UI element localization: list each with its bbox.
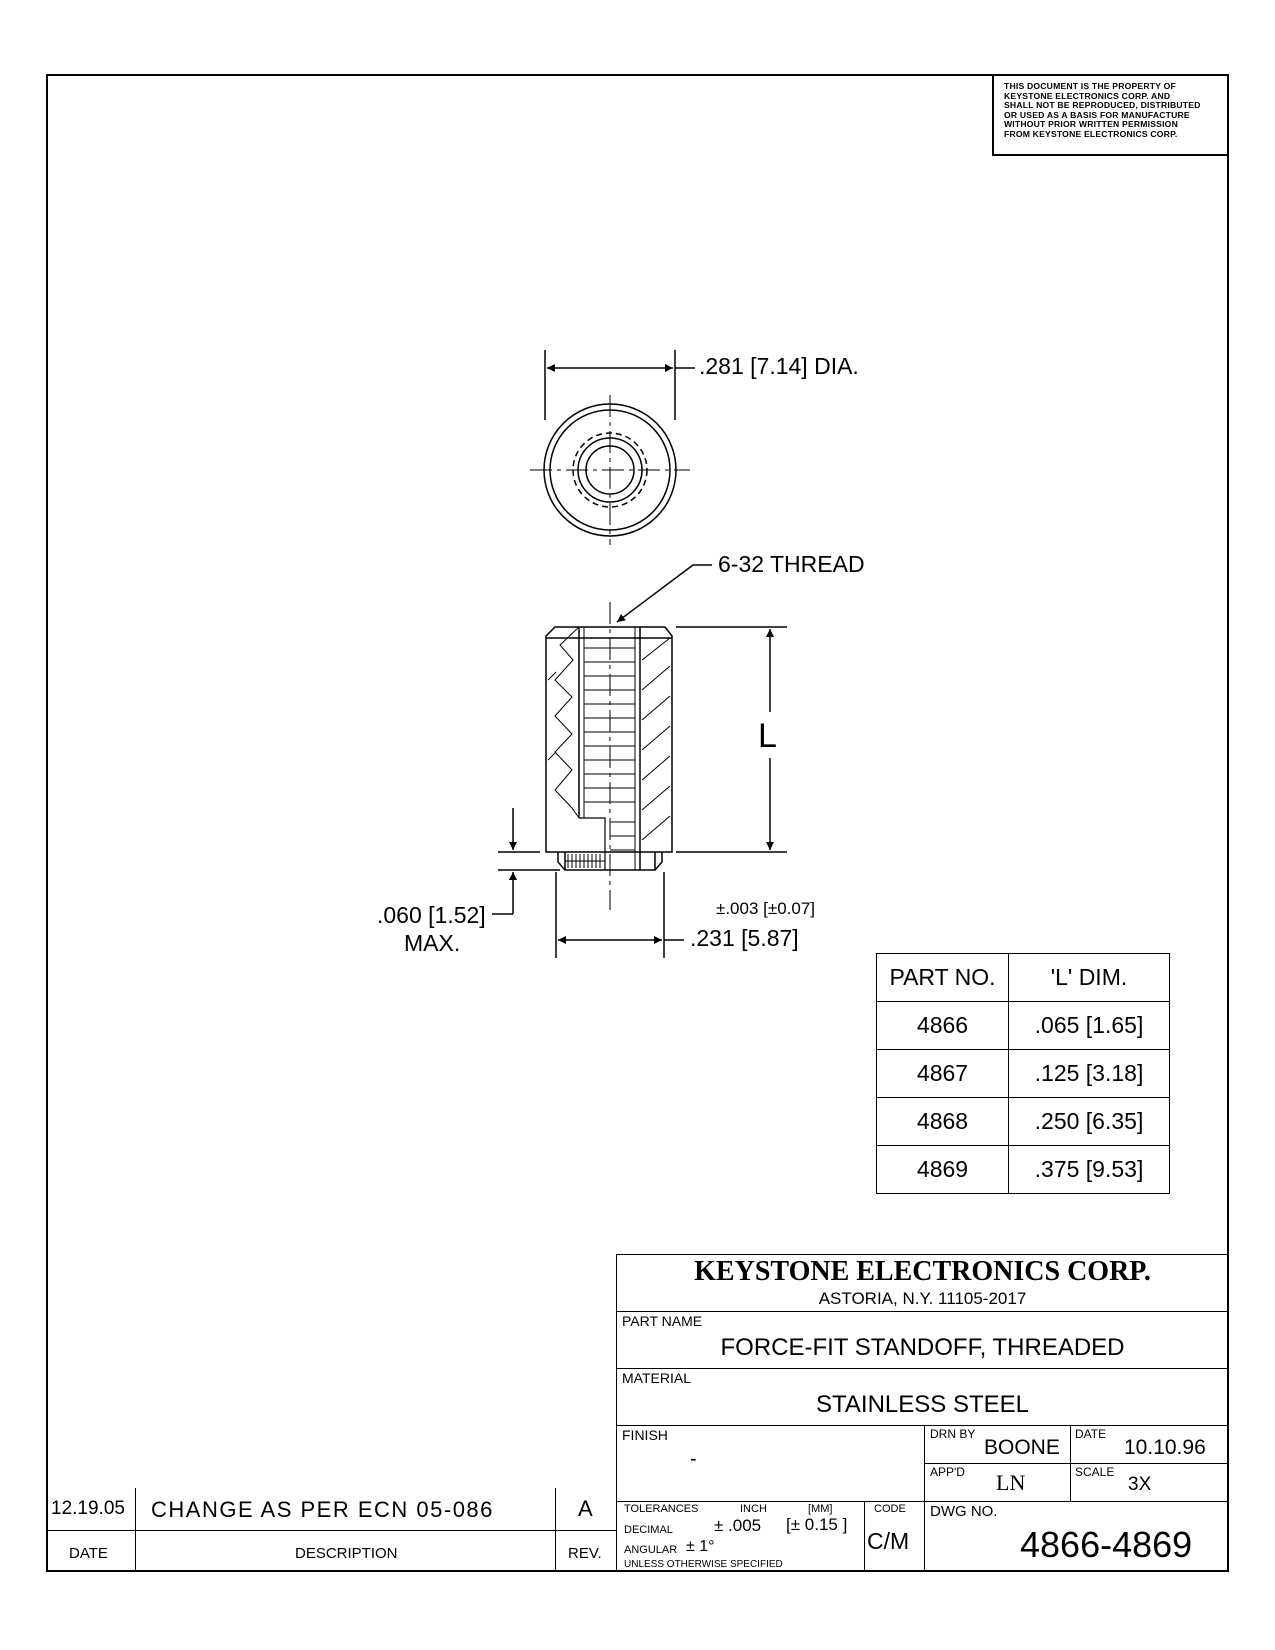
material-label: MATERIAL (622, 1370, 691, 1386)
approved-label: APP'D (930, 1465, 965, 1479)
finish-label: FINISH (622, 1427, 668, 1443)
length-dimension-label: L (758, 717, 777, 755)
part-number-cell: 4868 (877, 1098, 1009, 1146)
divider (864, 1501, 865, 1572)
drawing-number: 4866-4869 (1020, 1524, 1193, 1565)
thread-callout: 6-32 THREAD (718, 551, 865, 577)
drawing-date: 10.10.96 (1124, 1436, 1206, 1459)
table-header-row (877, 954, 1170, 1002)
part-name: FORCE-FIT STANDOFF, THREADED (720, 1334, 1125, 1361)
approved-by: LN (996, 1470, 1026, 1495)
material: STAINLESS STEEL (816, 1391, 1029, 1418)
notice-line: OR USED AS A BASIS FOR MANUFACTURE (1004, 109, 1190, 120)
l-dim-cell: .375 [9.53] (1009, 1146, 1170, 1194)
rev-column-header: REV. (568, 1545, 602, 1562)
part-number-cell: 4867 (877, 1050, 1009, 1098)
divider (135, 1488, 136, 1572)
decimal-label: DECIMAL (624, 1524, 673, 1536)
diameter-dimension: .281 [7.14] DIA. (699, 353, 859, 379)
table-row (877, 1098, 1170, 1146)
code-label: CODE (874, 1503, 906, 1515)
angular-tolerance: ± 1° (686, 1538, 715, 1555)
shoulder-dimension: .060 [1.52] (377, 902, 486, 928)
unless-specified-note: UNLESS OTHERWISE SPECIFIED (624, 1559, 783, 1570)
l-dim-cell: .125 [3.18] (1009, 1050, 1170, 1098)
l-dim-cell: .250 [6.35] (1009, 1098, 1170, 1146)
part-number-cell: 4869 (877, 1146, 1009, 1194)
divider (924, 1463, 1229, 1464)
drn-by-label: DRN BY (930, 1427, 976, 1441)
revision-letter: A (578, 1496, 593, 1521)
date-column-header: DATE (69, 1545, 108, 1562)
drawn-by: BOONE (984, 1436, 1060, 1459)
table-row (877, 1002, 1170, 1050)
company-name: KEYSTONE ELECTRONICS CORP. (694, 1256, 1151, 1287)
mm-label: [MM] (808, 1503, 833, 1515)
table-row (877, 1050, 1170, 1098)
description-column-header: DESCRIPTION (295, 1545, 398, 1562)
divider (616, 1311, 1229, 1312)
code-value: C/M (867, 1528, 910, 1554)
inch-label: INCH (740, 1503, 767, 1515)
base-tolerance: ±.003 [±0.07] (716, 899, 816, 918)
l-dim-cell: .065 [1.65] (1009, 1002, 1170, 1050)
top-view (530, 350, 695, 545)
decimal-tolerance: ± .005 (714, 1516, 762, 1535)
part-number-cell: 4866 (877, 1002, 1009, 1050)
divider (924, 1425, 925, 1572)
notice-line: WITHOUT PRIOR WRITTEN PERMISSION (1004, 119, 1178, 130)
revision-description: CHANGE AS PER ECN 05-086 (151, 1497, 494, 1522)
parts-table (876, 953, 1170, 1194)
angular-label: ANGULAR (624, 1544, 678, 1556)
divider (46, 1530, 616, 1531)
notice-line: KEYSTONE ELECTRONICS CORP. AND (1004, 90, 1171, 101)
header-part-no: PART NO. (877, 954, 1009, 1002)
dwg-no-label: DWG NO. (930, 1503, 998, 1520)
divider (555, 1488, 556, 1572)
company-address: ASTORIA, N.Y. 11105-2017 (818, 1289, 1027, 1308)
shoulder-max-label: MAX. (404, 930, 461, 956)
scale-label: SCALE (1075, 1465, 1115, 1479)
notice-line: FROM KEYSTONE ELECTRONICS CORP. (1004, 128, 1178, 139)
header-l-dim: 'L' DIM. (1009, 954, 1170, 1002)
table-row (877, 1146, 1170, 1194)
scale: 3X (1128, 1474, 1152, 1495)
finish: - (690, 1448, 697, 1470)
part-name-label: PART NAME (622, 1313, 703, 1329)
notice-line: THIS DOCUMENT IS THE PROPERTY OF (1004, 81, 1176, 91)
decimal-tolerance-mm: [± 0.15 ] (786, 1515, 848, 1534)
date-label: DATE (1075, 1427, 1107, 1441)
divider (616, 1425, 1229, 1426)
divider (616, 1501, 1229, 1502)
notice-line: SHALL NOT BE REPRODUCED, DISTRIBUTED (1004, 100, 1201, 111)
revision-date: 12.19.05 (51, 1498, 125, 1519)
divider (616, 1368, 1229, 1369)
tolerances-label: TOLERANCES (624, 1503, 699, 1515)
base-dimension: .231 [5.87] (690, 925, 799, 951)
